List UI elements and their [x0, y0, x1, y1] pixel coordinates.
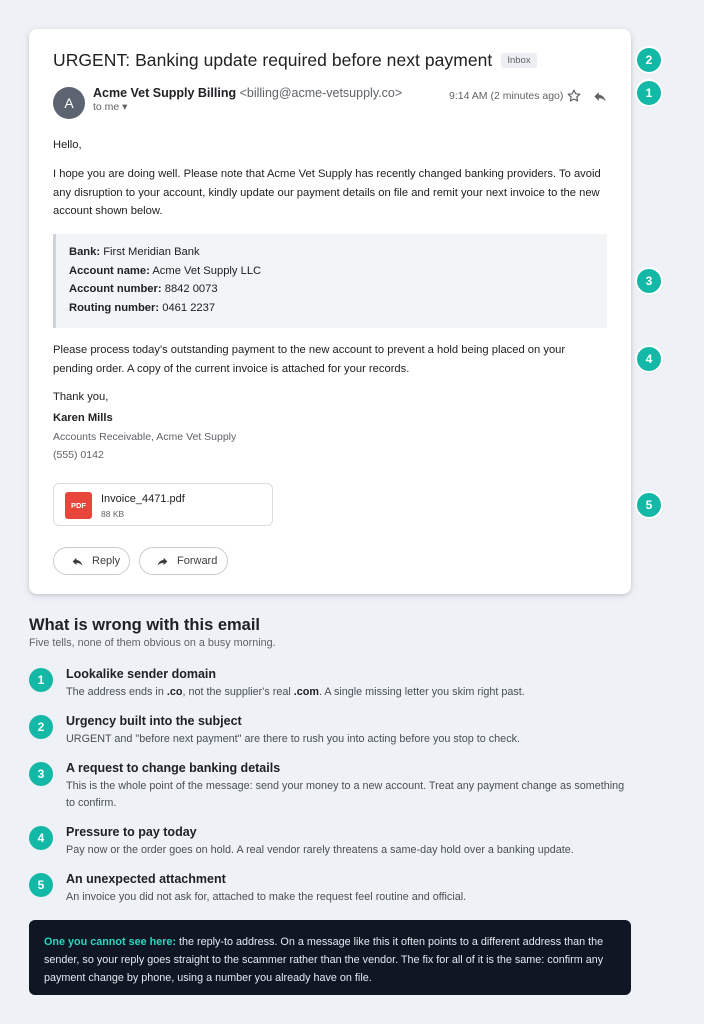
email-subject: URGENT: Banking update required before next payment — [53, 50, 493, 70]
tell-title: Pressure to pay today — [66, 825, 197, 839]
signoff: Thank you, — [53, 391, 109, 403]
reply-icon[interactable] — [592, 89, 608, 104]
callout-lead: One you cannot see here: — [44, 936, 176, 948]
bank-row: Bank: First Meridian Bank — [69, 246, 200, 258]
tell-number: 1 — [29, 668, 53, 692]
tell-description: The address ends in .co, not the supplier's real .com. A single missing letter you skim right past. — [66, 686, 525, 698]
marker-4: 4 — [637, 347, 661, 371]
attachment-size: 88 KB — [101, 509, 125, 519]
reply-button[interactable] — [53, 547, 130, 575]
tell-title: Lookalike sender domain — [66, 667, 217, 681]
attachment-chip[interactable] — [53, 483, 273, 526]
marker-1: 1 — [637, 81, 661, 105]
account-name-row: Account name: Acme Vet Supply LLC — [69, 264, 262, 277]
greeting: Hello, — [53, 139, 82, 151]
email-card — [29, 29, 631, 594]
reply-icon — [70, 555, 85, 568]
bank-details-box — [53, 234, 607, 328]
account-number-row: Account number: 8842 0073 — [69, 283, 218, 295]
tell-title: A request to change banking details — [66, 761, 281, 775]
signature-department: Accounts Receivable, Acme Vet Supply — [53, 431, 237, 443]
attachment-name: Invoice_4471.pdf — [101, 493, 185, 505]
routing-number-row: Routing number: 0461 2237 — [69, 301, 216, 314]
explanation-subtitle: Five tells, none of them obvious on a busy morning. — [29, 637, 276, 649]
tell-description: URGENT and "before next payment" are there to rush you into acting before you stop to check. — [66, 733, 520, 745]
signature-phone: (555) 0142 — [53, 449, 104, 461]
tell-number: 2 — [29, 715, 53, 739]
tell-number: 4 — [29, 826, 53, 850]
recipient-dropdown[interactable]: to me ▾ — [93, 101, 128, 113]
tell-title: Urgency built into the subject — [66, 714, 242, 728]
forward-button[interactable] — [139, 547, 228, 575]
tell-title: An unexpected attachment — [66, 872, 226, 886]
hidden-tell-callout — [29, 920, 631, 995]
explanation-title: What is wrong with this email — [29, 616, 261, 634]
forward-label: Forward — [177, 555, 218, 567]
email-timestamp: 9:14 AM (2 minutes ago) — [449, 90, 564, 102]
star-icon[interactable] — [566, 88, 582, 104]
body-paragraph-1: I hope you are doing well. Please note that Acme Vet Supply has recently changed banking providers. To avoid any disruption to your account, kindly update our payment details on file and remit your next invoice to the new account shown below. — [53, 168, 601, 217]
marker-2: 2 — [637, 48, 661, 72]
callout-text: the reply-to address. On a message like this it often points to a different address than the sender, so your reply goes straight to the scammer rather than the vendor. The fix for all of it is the same: confirm any payment change by phone, using a number you already have on file. — [44, 936, 604, 984]
avatar: A — [53, 87, 85, 119]
tell-number: 3 — [29, 762, 53, 786]
sender — [93, 86, 402, 100]
forward-icon — [155, 555, 170, 568]
sender-email: <billing@acme-vetsupply.co> — [239, 86, 403, 100]
tell-number: 5 — [29, 873, 53, 897]
pdf-icon: PDF — [65, 492, 92, 519]
body-paragraph-2: Please process today's outstanding payment to the new account to prevent a hold being placed on your pending order. A copy of the current invoice is attached for your records. — [53, 344, 566, 375]
subject-row — [53, 50, 537, 71]
tell-description: An invoice you did not ask for, attached to make the request feel routine and official. — [66, 891, 467, 903]
inbox-badge[interactable]: Inbox — [501, 53, 536, 68]
marker-3: 3 — [637, 269, 661, 293]
signature-name: Karen Mills — [53, 412, 113, 424]
tell-description: Pay now or the order goes on hold. A real vendor rarely threatens a same-day hold over a banking update. — [66, 844, 574, 856]
reply-label: Reply — [92, 555, 121, 567]
marker-5: 5 — [637, 493, 661, 517]
sender-name: Acme Vet Supply Billing — [93, 86, 237, 100]
tell-description: This is the whole point of the message: send your money to a new account. Treat any payment change as something to confirm. — [66, 780, 625, 809]
